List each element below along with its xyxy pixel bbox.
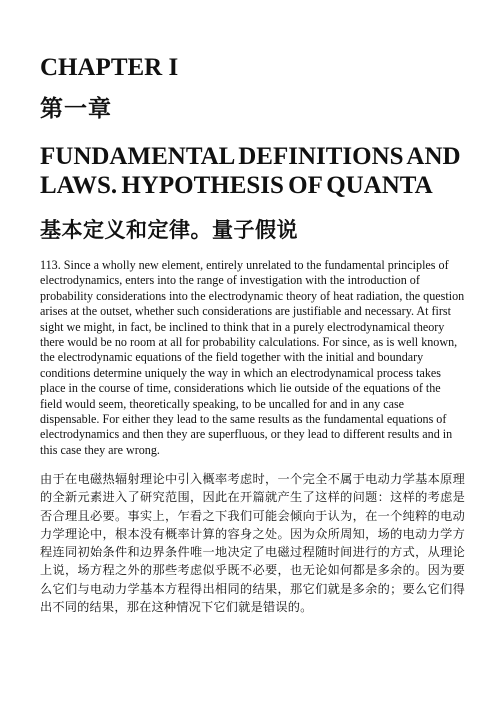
chapter-heading-zh: 第一章: [40, 96, 112, 122]
document-page: [40, 52, 465, 616]
chapter-title-zh: 基本定义和定律。量子假说: [40, 218, 298, 242]
paragraph-en: 113. Since a wholly new element, entirely unrelated to the fundamental principles of electrodynamics, enters into the range of investigation with the introduction of probability considerations into the electrodynamic theory of heat radiation, the question arises at the outset, whether such considerations are justifiable and necessary. At first sight we might, in fact, be inclined to think that in a purely electrodynamical theory there would be no room at all for probability calculations. For since, as is well known, the electrodynamic equations of the field together with the initial and boundary conditions determine uniquely the way in which an electrodynamical process takes place in the course of time, considerations which lie outside of the equations of the field would seem, theoretically speaking, to be uncalled for and in any case dispensable. For either they lead to the same results as the fundamental equations of electrodynamics and then they are superfluous, or they lead to different results and in this case they are wrong.: [40, 258, 465, 457]
chapter-heading-en: CHAPTER I: [40, 54, 179, 81]
chapter-title-en: FUNDAMENTAL DEFINITIONS AND LAWS. HYPOTHESIS OF QUANTA: [40, 143, 461, 199]
paragraph-zh: 由于在电磁热辐射理论中引入概率考虑时，一个完全不属于电动力学基本原理的全新元素进入了研究范围，因此在开篇就产生了这样的问题：这样的考虑是否合理且必要。事实上，乍看之下我们可能会倾向于认为，在一个纯粹的电动力学理论中，根本没有概率计算的容身之处。因为众所周知，场的电动力学方程连同初始条件和边界条件唯一地决定了电磁过程随时间进行的方式，从理论上说，场方程之外的那些考虑似乎既不必要，也无论如何都是多余的。因为要么它们与电动力学基本方程得出相同的结果，那它们就是多余的；要么它们得出不同的结果，那在这种情况下它们就是错误的。: [40, 472, 465, 614]
